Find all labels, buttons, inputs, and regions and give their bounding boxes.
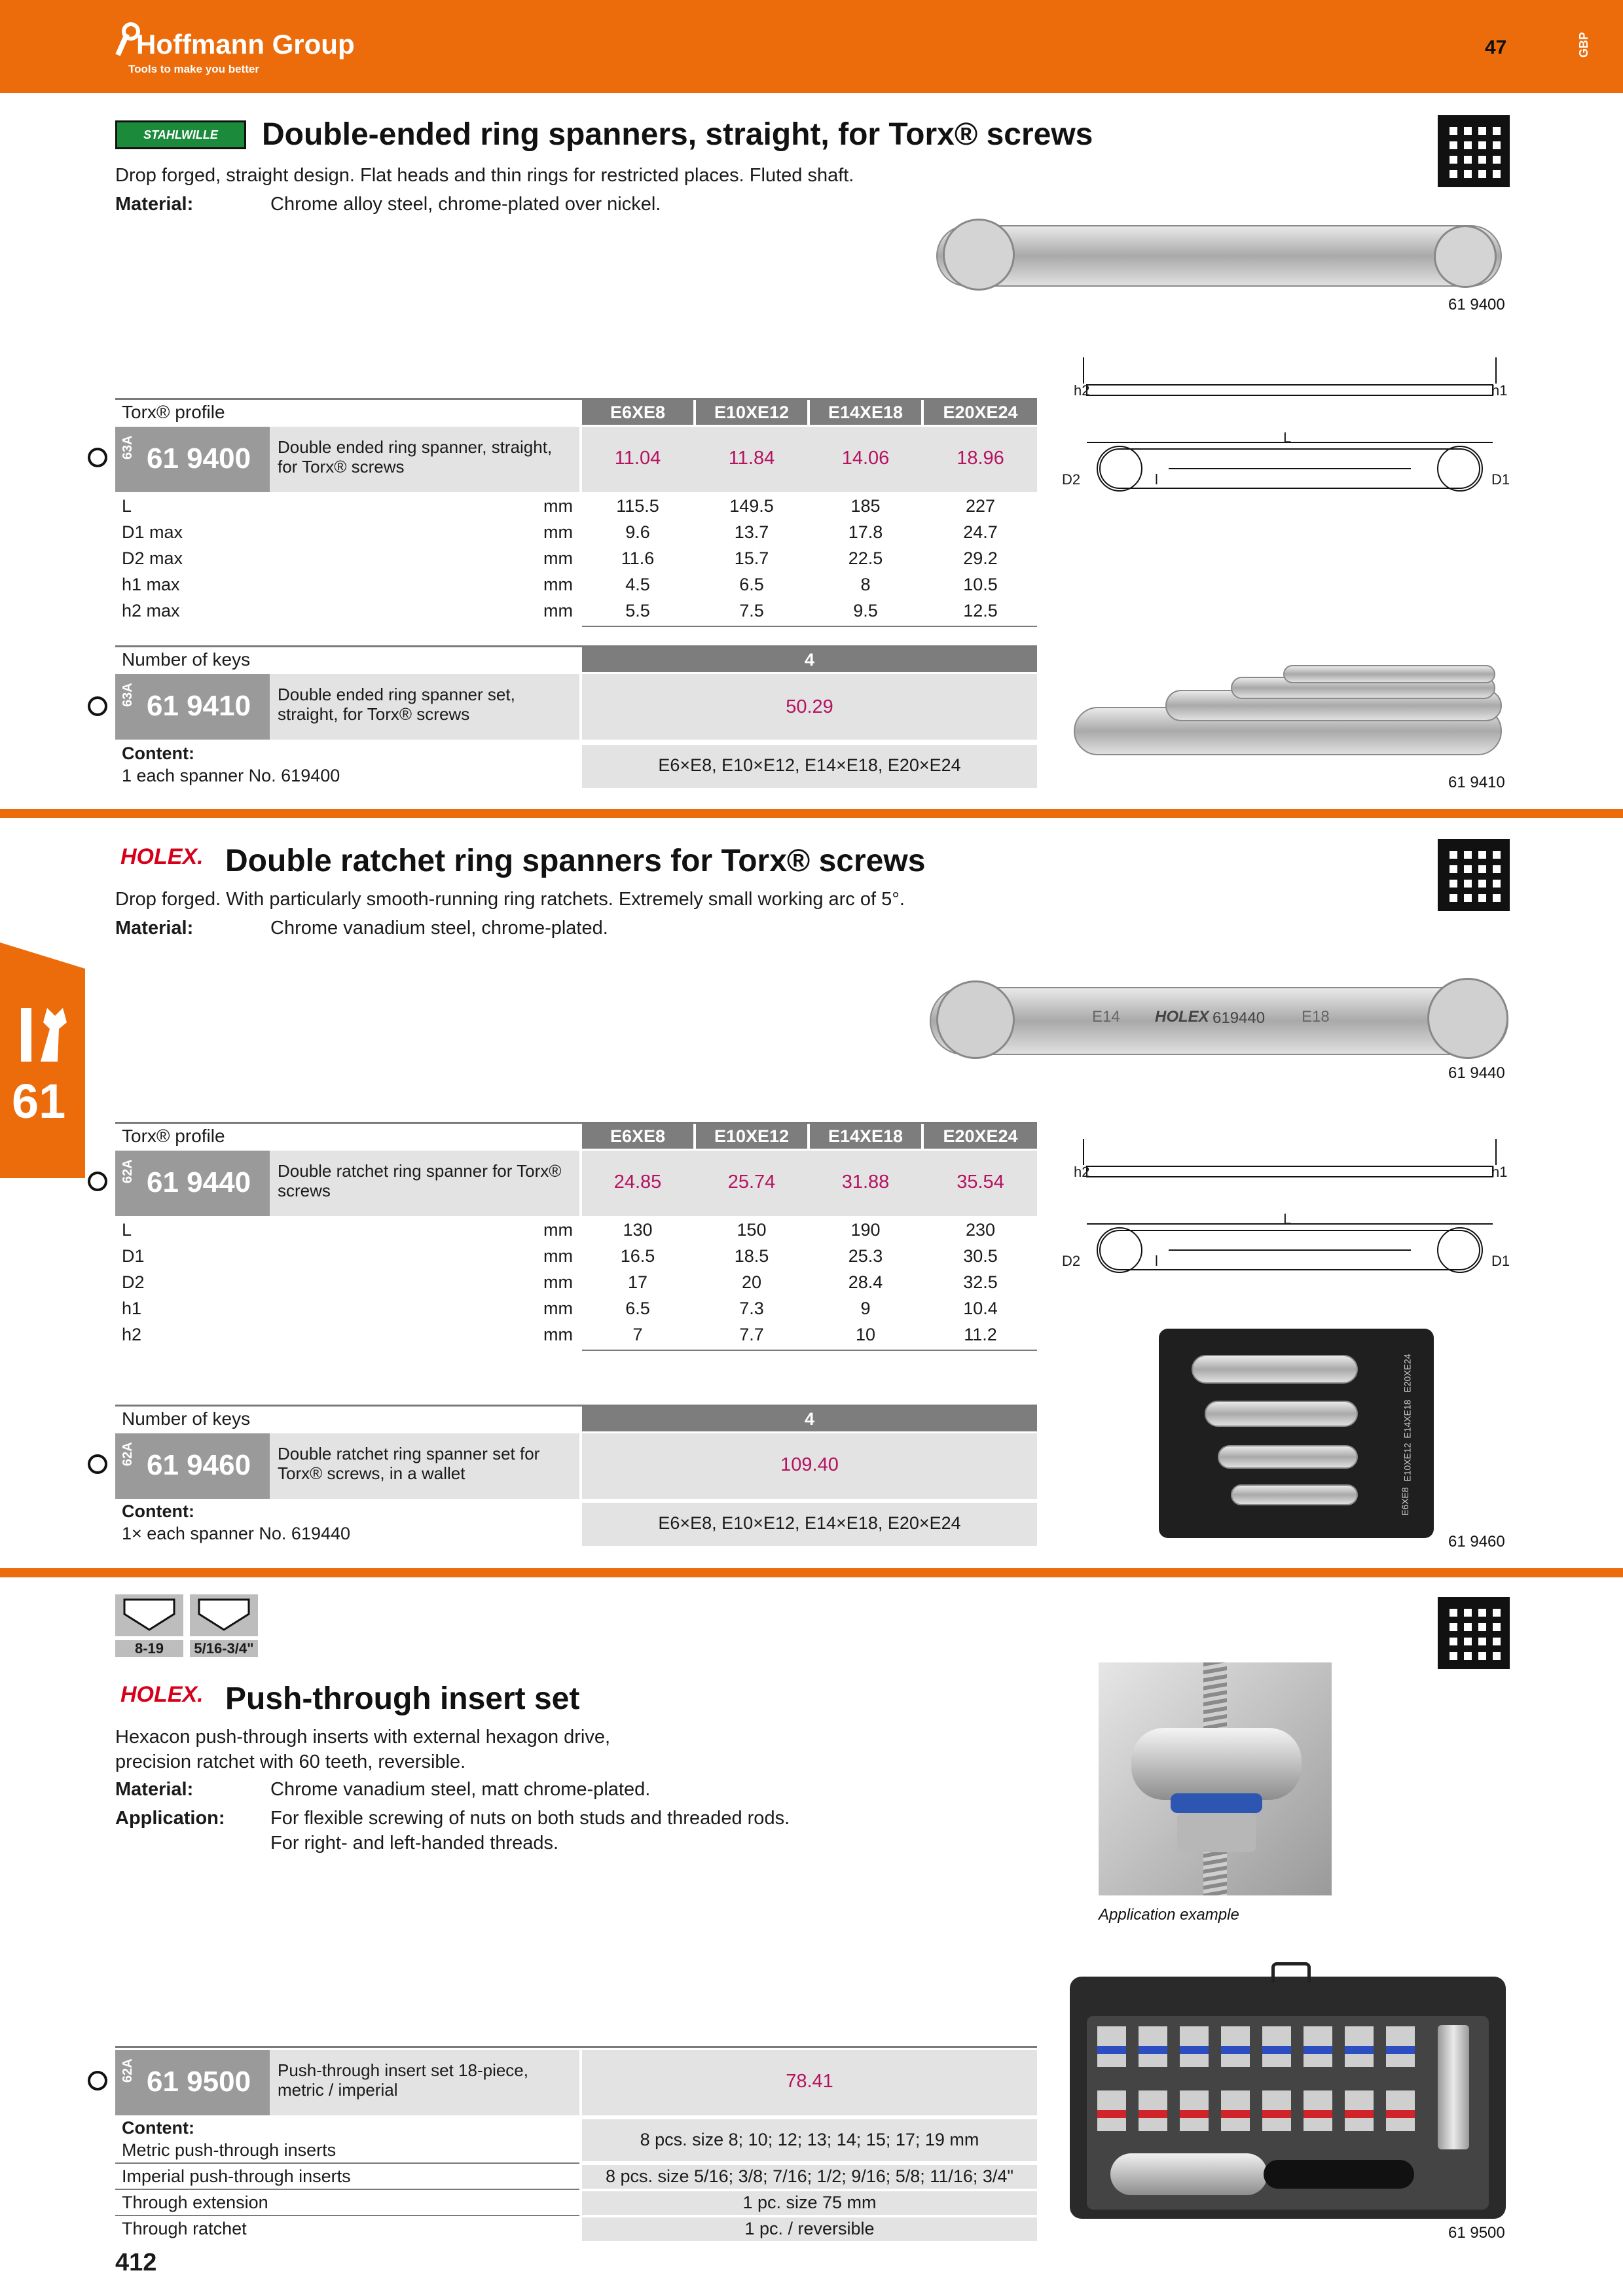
wallet-spanner xyxy=(1231,1484,1358,1505)
dim-label: L xyxy=(122,1220,132,1240)
content-sub: 1 each spanner No. 619400 xyxy=(122,766,340,785)
dim-value: 20 xyxy=(741,1272,762,1292)
image-caption-619500: 61 9500 xyxy=(1448,2224,1505,2242)
article-description: Double ended ring spanner set, straight, for Torx® screws xyxy=(270,674,579,740)
article-prefix: 62A xyxy=(120,1442,135,1466)
dim-unit: mm xyxy=(543,548,573,568)
content-item-label: Imperial push-through inserts xyxy=(122,2166,351,2186)
content-item-value: 8 pcs. size 8; 10; 12; 13; 14; 15; 17; 19 mm xyxy=(640,2130,979,2149)
torx-profile-label: Torx® profile xyxy=(122,402,225,422)
wallet-spanner xyxy=(1218,1445,1358,1469)
dim-value: 115.5 xyxy=(616,496,659,516)
dim-value: 28.4 xyxy=(848,1272,883,1292)
spanner-set-image xyxy=(1283,665,1495,683)
dim-value: 9.6 xyxy=(625,522,650,542)
qr-code-icon[interactable] xyxy=(1438,1597,1510,1669)
country-code: GBP xyxy=(1577,31,1591,58)
keys-label: Number of keys xyxy=(122,1408,251,1429)
wallet-spanner xyxy=(1205,1401,1358,1427)
diagram-h2: h2 xyxy=(1074,382,1090,399)
torx-ring-right xyxy=(1434,225,1497,288)
dim-value: 5.5 xyxy=(625,601,650,620)
diagram-L: L xyxy=(1283,1211,1292,1227)
image-caption-619400: 61 9400 xyxy=(1448,296,1505,314)
price: 18.96 xyxy=(957,448,1004,469)
article-description: Double ended ring spanner, straight, for Torx® screws xyxy=(270,427,579,492)
dim-value: 18.5 xyxy=(734,1246,769,1266)
dim-label: D2 max xyxy=(122,548,183,568)
page-number-top: 47 xyxy=(1485,37,1507,58)
content-item-value: 8 pcs. size 5/16; 3/8; 7/16; 1/2; 9/16; 5/8; 11/16; 3/4" xyxy=(605,2166,1013,2186)
diagram-l: l xyxy=(1155,1253,1158,1269)
section1-description: Drop forged, straight design. Flat heads and thin rings for restricted places. Fluted shaft. xyxy=(115,165,854,186)
dim-label: h2 xyxy=(122,1325,142,1344)
availability-icon xyxy=(88,1172,107,1191)
ratchet-ring-left xyxy=(936,980,1015,1059)
table-rule xyxy=(115,2162,579,2164)
dim-value: 11.2 xyxy=(964,1325,997,1344)
section3-material-label: Material: xyxy=(115,1779,194,1800)
keys-value: 4 xyxy=(582,1407,1037,1431)
table-top-rule xyxy=(115,2046,1037,2048)
profile-header: E14XE18 xyxy=(810,400,921,425)
dim-unit: mm xyxy=(543,496,573,516)
price: 24.85 xyxy=(613,1172,662,1193)
wallet-mark: E6XE8 xyxy=(1399,1487,1410,1516)
table-rule xyxy=(115,2189,579,2190)
diagram-h1: h1 xyxy=(1491,1164,1508,1180)
table-rule xyxy=(582,1350,1037,1351)
article-number-box xyxy=(115,2050,270,2115)
article-number: 61 9500 xyxy=(147,2066,251,2098)
article-prefix: 63A xyxy=(120,435,135,459)
through-ratchet xyxy=(1110,2153,1267,2195)
dim-unit: mm xyxy=(543,1246,573,1266)
ring-spanner-image xyxy=(936,225,1502,287)
dim-value: 6.5 xyxy=(625,1299,650,1318)
keys-value: 4 xyxy=(582,647,1037,672)
section3-material-value: Chrome vanadium steel, matt chrome-plated. xyxy=(270,1779,651,1800)
wallet-mark: E20XE24 xyxy=(1402,1354,1413,1393)
dim-value: 6.5 xyxy=(739,575,764,594)
holex-logo: HOLEX. xyxy=(120,844,204,869)
profile-header: E6XE8 xyxy=(582,400,693,425)
dim-value: 29.2 xyxy=(963,548,998,568)
section3-description-2: precision ratchet with 60 teeth, reversible. xyxy=(115,1751,466,1772)
stahlwille-logo: STAHLWILLE xyxy=(115,120,246,149)
holex-logo: HOLEX. xyxy=(120,1682,204,1707)
article-prefix: 62A xyxy=(120,2058,135,2083)
content-value: E6×E8, E10×E12, E14×E18, E20×E24 xyxy=(658,1513,961,1533)
content-item-value: 1 pc. / reversible xyxy=(744,2219,875,2238)
dim-value: 7 xyxy=(632,1325,643,1344)
dim-unit: mm xyxy=(543,522,573,542)
wallet-mark: E10XE12 xyxy=(1402,1443,1413,1482)
dim-value: 230 xyxy=(965,1220,996,1240)
tool-mark: E18 xyxy=(1302,1008,1330,1026)
section-separator xyxy=(0,809,1623,818)
article-number: 61 9440 xyxy=(147,1166,251,1198)
image-caption-619440: 61 9440 xyxy=(1448,1064,1505,1082)
table-rule xyxy=(115,2215,579,2216)
dim-value: 227 xyxy=(965,496,996,516)
price: 14.06 xyxy=(841,448,890,469)
dim-label: D2 xyxy=(122,1272,145,1292)
section3-description-1: Hexacon push-through inserts with external hexagon drive, xyxy=(115,1727,611,1748)
dim-value: 185 xyxy=(850,496,881,516)
dim-value: 15.7 xyxy=(734,548,769,568)
article-description: Push-through insert set 18-piece, metric / imperial xyxy=(270,2050,579,2115)
set-price: 50.29 xyxy=(786,696,833,717)
dim-value: 7.7 xyxy=(739,1325,764,1344)
torx-profile-label: Torx® profile xyxy=(122,1126,225,1146)
section2-title: Double ratchet ring spanners for Torx® screws xyxy=(225,844,926,878)
availability-icon xyxy=(88,696,107,716)
diagram-D2: D2 xyxy=(1062,471,1081,488)
content-label: Content: xyxy=(122,1501,194,1521)
through-extension xyxy=(1438,2025,1469,2149)
dim-value: 9 xyxy=(860,1299,871,1318)
dim-value: 22.5 xyxy=(848,548,883,568)
diagram-D1: D1 xyxy=(1491,1253,1510,1269)
insert-ring xyxy=(1171,1793,1262,1813)
dim-unit: mm xyxy=(543,1325,573,1344)
hoffmann-logo-icon xyxy=(115,22,139,55)
dim-value: 7.5 xyxy=(739,601,764,620)
article-number-box xyxy=(115,427,270,492)
dim-value: 16.5 xyxy=(620,1246,655,1266)
diagram-h1: h1 xyxy=(1491,382,1508,399)
qr-code-icon[interactable] xyxy=(1438,839,1510,911)
dim-value: 24.7 xyxy=(963,522,998,542)
dim-value: 13.7 xyxy=(734,522,769,542)
chapter-number: 61 xyxy=(12,1074,66,1128)
section3-application-2: For right- and left-handed threads. xyxy=(270,1833,559,1854)
ratchet-handle xyxy=(1264,2160,1414,2189)
wallet-mark: E14XE18 xyxy=(1402,1399,1413,1439)
profile-header: E20XE24 xyxy=(924,1124,1037,1149)
profile-header: E10XE12 xyxy=(696,400,807,425)
price: 35.54 xyxy=(957,1172,1004,1193)
dim-value: 32.5 xyxy=(963,1272,998,1292)
size-range-metric: 8-19 xyxy=(115,1640,183,1657)
dim-value: 130 xyxy=(623,1220,653,1240)
dim-unit: mm xyxy=(543,601,573,620)
brand-name: Hoffmann Group xyxy=(136,29,355,60)
dim-label: D1 max xyxy=(122,522,183,542)
section3-application-label: Application: xyxy=(115,1808,225,1829)
ratchet-head xyxy=(1131,1728,1302,1800)
tool-mark: 619440 xyxy=(1213,1009,1266,1027)
dimension-diagram xyxy=(1061,351,1519,501)
size-range-imperial: 5/16-3/4" xyxy=(190,1640,258,1657)
tool-mark: HOLEX xyxy=(1155,1008,1209,1026)
dim-unit: mm xyxy=(543,575,573,594)
application-caption: Application example xyxy=(1099,1906,1239,1924)
content-item-label: Metric push-through inserts xyxy=(122,2140,337,2160)
wallet-spanner xyxy=(1192,1355,1358,1384)
case-handle xyxy=(1271,1962,1311,1982)
dim-value: 190 xyxy=(850,1220,881,1240)
dim-value: 17.8 xyxy=(848,522,883,542)
price: 11.84 xyxy=(728,448,775,469)
profile-header: E6XE8 xyxy=(582,1124,693,1149)
dim-value: 25.3 xyxy=(848,1246,883,1266)
profile-header: E10XE12 xyxy=(696,1124,807,1149)
dim-label: D1 xyxy=(122,1246,145,1266)
availability-icon xyxy=(88,448,107,467)
application-photo xyxy=(1099,1662,1332,1895)
diagram-l: l xyxy=(1155,471,1158,488)
section3-application-1: For flexible screwing of nuts on both studs and threaded rods. xyxy=(270,1808,790,1829)
dim-value: 7.3 xyxy=(739,1299,764,1318)
ratchet-ring-right xyxy=(1427,978,1508,1059)
section1-material-label: Material: xyxy=(115,194,194,215)
dim-value: 10.5 xyxy=(963,575,998,594)
section2-material-value: Chrome vanadium steel, chrome-plated. xyxy=(270,918,608,939)
content-value: E6×E8, E10×E12, E14×E18, E20×E24 xyxy=(658,755,961,775)
diagram-L: L xyxy=(1283,429,1292,446)
article-description: Double ratchet ring spanner set for Torx® screws, in a wallet xyxy=(270,1433,579,1499)
dim-value: 17 xyxy=(627,1272,648,1292)
profile-header: E14XE18 xyxy=(810,1124,921,1149)
dim-value: 30.5 xyxy=(963,1246,998,1266)
insert-band-red xyxy=(1097,2110,1425,2118)
section2-description: Drop forged. With particularly smooth-running ring ratchets. Extremely small working arc of 5°. xyxy=(115,889,905,910)
set-price: 109.40 xyxy=(780,1454,839,1475)
page-number: 412 xyxy=(115,2249,157,2276)
content-sub: 1× each spanner No. 619440 xyxy=(122,1524,351,1543)
content-label: Content: xyxy=(122,2118,194,2138)
image-caption-619410: 61 9410 xyxy=(1448,774,1505,791)
table-rule xyxy=(582,626,1037,627)
article-number: 61 9400 xyxy=(147,442,251,475)
article-number-box xyxy=(115,1151,270,1216)
torx-ring-left xyxy=(943,219,1015,291)
section-separator xyxy=(0,1568,1623,1577)
article-prefix: 62A xyxy=(120,1159,135,1183)
image-caption-619460: 61 9460 xyxy=(1448,1533,1505,1551)
section1-title: Double-ended ring spanners, straight, for Torx® screws xyxy=(262,117,1093,152)
content-item-label: Through ratchet xyxy=(122,2219,247,2238)
dim-value: 10.4 xyxy=(963,1299,998,1318)
dim-value: 149.5 xyxy=(729,496,774,516)
dim-value: 4.5 xyxy=(625,575,650,594)
insert-band-blue xyxy=(1097,2046,1425,2054)
article-number: 61 9460 xyxy=(147,1449,251,1481)
dimension-diagram xyxy=(1061,1132,1519,1283)
article-description: Double ratchet ring spanner for Torx® screws xyxy=(270,1151,579,1216)
hex-nut xyxy=(1177,1813,1256,1852)
dim-label: h1 xyxy=(122,1299,142,1318)
availability-icon xyxy=(88,2071,107,2090)
dim-value: 12.5 xyxy=(963,601,998,620)
profile-header: E20XE24 xyxy=(924,400,1037,425)
dim-value: 8 xyxy=(860,575,871,594)
section2-material-label: Material: xyxy=(115,918,194,939)
brand-tagline: Tools to make you better xyxy=(128,63,259,75)
dim-label: h2 max xyxy=(122,601,180,620)
hex-size-icon xyxy=(115,1594,183,1636)
price: 11.04 xyxy=(614,448,661,469)
dim-label: L xyxy=(122,496,132,516)
content-item-value: 1 pc. size 75 mm xyxy=(742,2193,877,2212)
hex-size-icon xyxy=(190,1594,258,1636)
article-prefix: 63A xyxy=(120,683,135,707)
section3-title: Push-through insert set xyxy=(225,1681,580,1716)
dim-value: 11.6 xyxy=(621,548,655,568)
dim-label: h1 max xyxy=(122,575,180,594)
diagram-D2: D2 xyxy=(1062,1253,1081,1269)
tool-mark: E14 xyxy=(1092,1008,1120,1026)
article-number: 61 9410 xyxy=(147,690,251,722)
dim-unit: mm xyxy=(543,1220,573,1240)
dim-unit: mm xyxy=(543,1299,573,1318)
dim-value: 9.5 xyxy=(853,601,878,620)
content-item-label: Through extension xyxy=(122,2193,268,2212)
keys-label: Number of keys xyxy=(122,649,251,670)
set-price: 78.41 xyxy=(786,2071,833,2092)
diagram-h2: h2 xyxy=(1074,1164,1090,1180)
dim-value: 10 xyxy=(855,1325,876,1344)
content-label: Content: xyxy=(122,744,194,763)
qr-code-icon[interactable] xyxy=(1438,115,1510,187)
article-number-box xyxy=(115,1433,270,1499)
availability-icon xyxy=(88,1454,107,1474)
dim-unit: mm xyxy=(543,1272,573,1292)
price: 25.74 xyxy=(727,1172,776,1193)
article-number-box xyxy=(115,674,270,740)
dim-value: 150 xyxy=(737,1220,767,1240)
tools-chapter-icon xyxy=(17,1005,69,1064)
section1-material-value: Chrome alloy steel, chrome-plated over nickel. xyxy=(270,194,661,215)
diagram-D1: D1 xyxy=(1491,471,1510,488)
price: 31.88 xyxy=(841,1172,890,1193)
